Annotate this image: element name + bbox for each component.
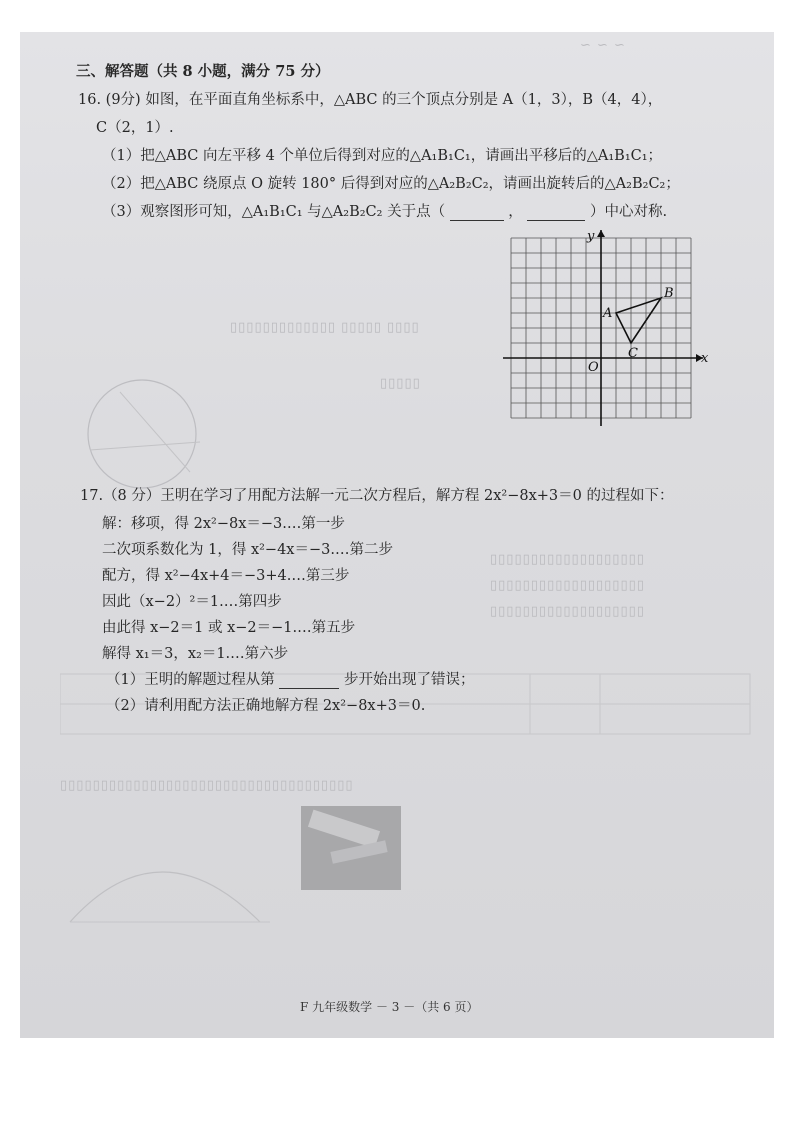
coordinate-grid <box>478 228 708 433</box>
x-axis-label: x <box>701 351 708 366</box>
point-label-c: C <box>628 346 638 361</box>
q16-part1: （1）把△ABC 向左平移 4 个单位后得到对应的△A₁B₁C₁，请画出平移后的△A₁B₁C₁； <box>102 148 663 164</box>
q17-part1-text: （1）王明的解题过程从第 <box>106 672 275 688</box>
page-footer: F 九年级数学 － 3 －（共 6 页） <box>300 1000 479 1014</box>
bleed-through-text: ▯▯▯▯▯▯▯▯▯▯▯▯▯▯▯▯▯▯▯ <box>490 604 645 619</box>
bleed-through-circle <box>80 372 210 492</box>
q17-part1 <box>106 668 474 689</box>
q17-part2: （2）请利用配方法正确地解方程 2x²−8x+3＝0. <box>106 698 426 714</box>
q16-part3-text: （3）观察图形可知，△A₁B₁C₁ 与△A₂B₂C₂ 关于点（ <box>102 204 446 220</box>
coordinate-grid-figure <box>478 228 708 433</box>
y-axis-label: y <box>587 229 595 244</box>
q16-part3-end: ）中心对称. <box>590 204 668 220</box>
paper-stain <box>301 806 401 890</box>
q17-step1: 解：移项，得 2x²−8x＝−3.…第一步 <box>102 516 345 532</box>
section-title: 三、解答题（共 8 小题，满分 75 分） <box>76 63 330 80</box>
q16-part3 <box>102 200 667 221</box>
bleed-through-parabola <box>60 832 280 932</box>
q17-step4: 因此（x−2）²＝1.…第四步 <box>102 594 282 610</box>
bleed-through-text: ▯▯▯▯▯▯▯▯▯▯▯▯▯ ▯▯▯▯▯ ▯▯▯▯ <box>230 320 420 335</box>
answer-blank-step[interactable] <box>279 674 339 689</box>
q17-step5: 由此得 x−2＝1 或 x−2＝−1.…第五步 <box>102 620 356 636</box>
answer-blank-y[interactable] <box>527 206 585 221</box>
point-label-b: B <box>664 286 674 301</box>
point-label-a: A <box>603 306 613 321</box>
answer-blank-x[interactable] <box>450 206 504 221</box>
q16-part2: （2）把△ABC 绕原点 O 旋转 180° 后得到对应的△A₂B₂C₂，请画出旋转后的△A₂B₂C₂； <box>102 176 680 192</box>
bleed-through-text: ∽ ∽ ∽ <box>580 38 626 53</box>
q17-part1-end: 步开始出现了错误； <box>343 672 475 688</box>
origin-label: O <box>588 360 599 375</box>
triangle-abc <box>616 298 661 343</box>
q17-step2: 二次项系数化为 1，得 x²−4x＝−3.…第二步 <box>102 542 393 558</box>
q17-step6: 解得 x₁＝3，x₂＝1.…第六步 <box>102 646 289 662</box>
y-axis-arrow <box>597 230 605 237</box>
q17-heading: 17.（8 分）王明在学习了用配方法解一元二次方程后，解方程 2x²−8x+3＝0 的过程如下： <box>80 488 674 504</box>
bleed-through-text: ▯▯▯▯▯▯▯▯▯▯▯▯▯▯▯▯▯▯▯▯▯▯▯▯▯▯▯▯▯▯▯▯▯▯▯▯ <box>60 778 354 793</box>
q17-step3: 配方，得 x²−4x+4＝−3+4.…第三步 <box>102 568 350 584</box>
exam-page <box>20 32 774 1038</box>
q16-heading: 16. (9分) 如图，在平面直角坐标系中，△ABC 的三个顶点分别是 A（1，3），B（4，4）， <box>78 92 663 108</box>
q16-heading-continued: C（2，1）. <box>96 120 174 136</box>
bleed-through-text: ▯▯▯▯▯▯▯▯▯▯▯▯▯▯▯▯▯▯▯ <box>490 578 645 593</box>
q16-part3-comma: ， <box>508 204 523 220</box>
bleed-through-text: ▯▯▯▯▯ <box>380 376 421 391</box>
bleed-through-text: ▯▯▯▯▯▯▯▯▯▯▯▯▯▯▯▯▯▯▯ <box>490 552 645 567</box>
